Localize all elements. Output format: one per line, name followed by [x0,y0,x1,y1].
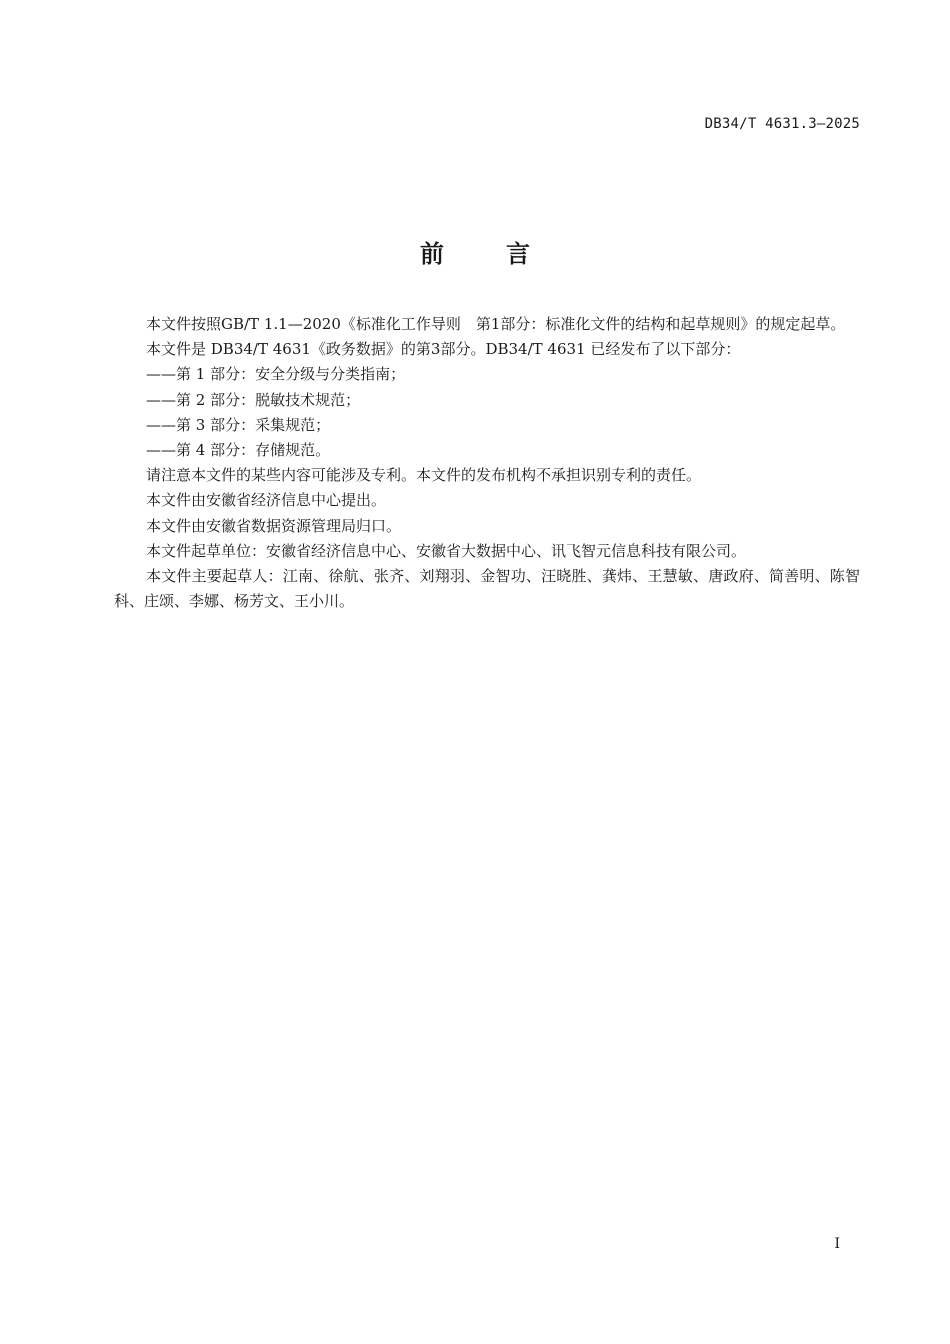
foreword-body [114,312,860,614]
page-number: I [834,1236,840,1252]
paragraph-administrator: 本文件由安徽省数据资源管理局归口。 [146,516,402,535]
title-char-2: 言 [506,240,530,268]
paragraph-drafters: 本文件主要起草人：江南、徐航、张齐、刘翔羽、金智功、汪晓胜、龚炜、王慧敏、唐政府、简善明、陈智科、庄颂、李娜、杨芳文、王小川。 [114,567,860,611]
paragraph-drafting-rules: 本文件按照GB/T 1.1—2020《标准化工作导则 第1部分：标准化文件的结构和起草规则》的规定起草。 [146,315,846,333]
title-char-1: 前 [420,240,444,268]
list-item-part-3: ——第 3 部分：采集规范； [146,415,331,434]
list-item-part-2: ——第 2 部分：脱敏技术规范； [146,390,361,409]
document-code: DB34/T 4631.3—2025 [704,116,860,132]
list-item-part-4: ——第 4 部分：存储规范。 [146,441,331,460]
paragraph-part-info: 本文件是 DB34/T 4631《政务数据》的第3部分。DB34/T 4631 已经发布了以下部分： [146,340,741,359]
list-item-part-1: ——第 1 部分：安全分级与分类指南； [146,365,406,384]
paragraph-patent-notice: 请注意本文件的某些内容可能涉及专利。本文件的发布机构不承担识别专利的责任。 [146,466,702,485]
paragraph-proposer: 本文件由安徽省经济信息中心提出。 [146,491,387,510]
paragraph-drafting-units: 本文件起草单位：安徽省经济信息中心、安徽省大数据中心、讯飞智元信息科技有限公司。 [146,541,747,560]
page-title [0,234,950,269]
